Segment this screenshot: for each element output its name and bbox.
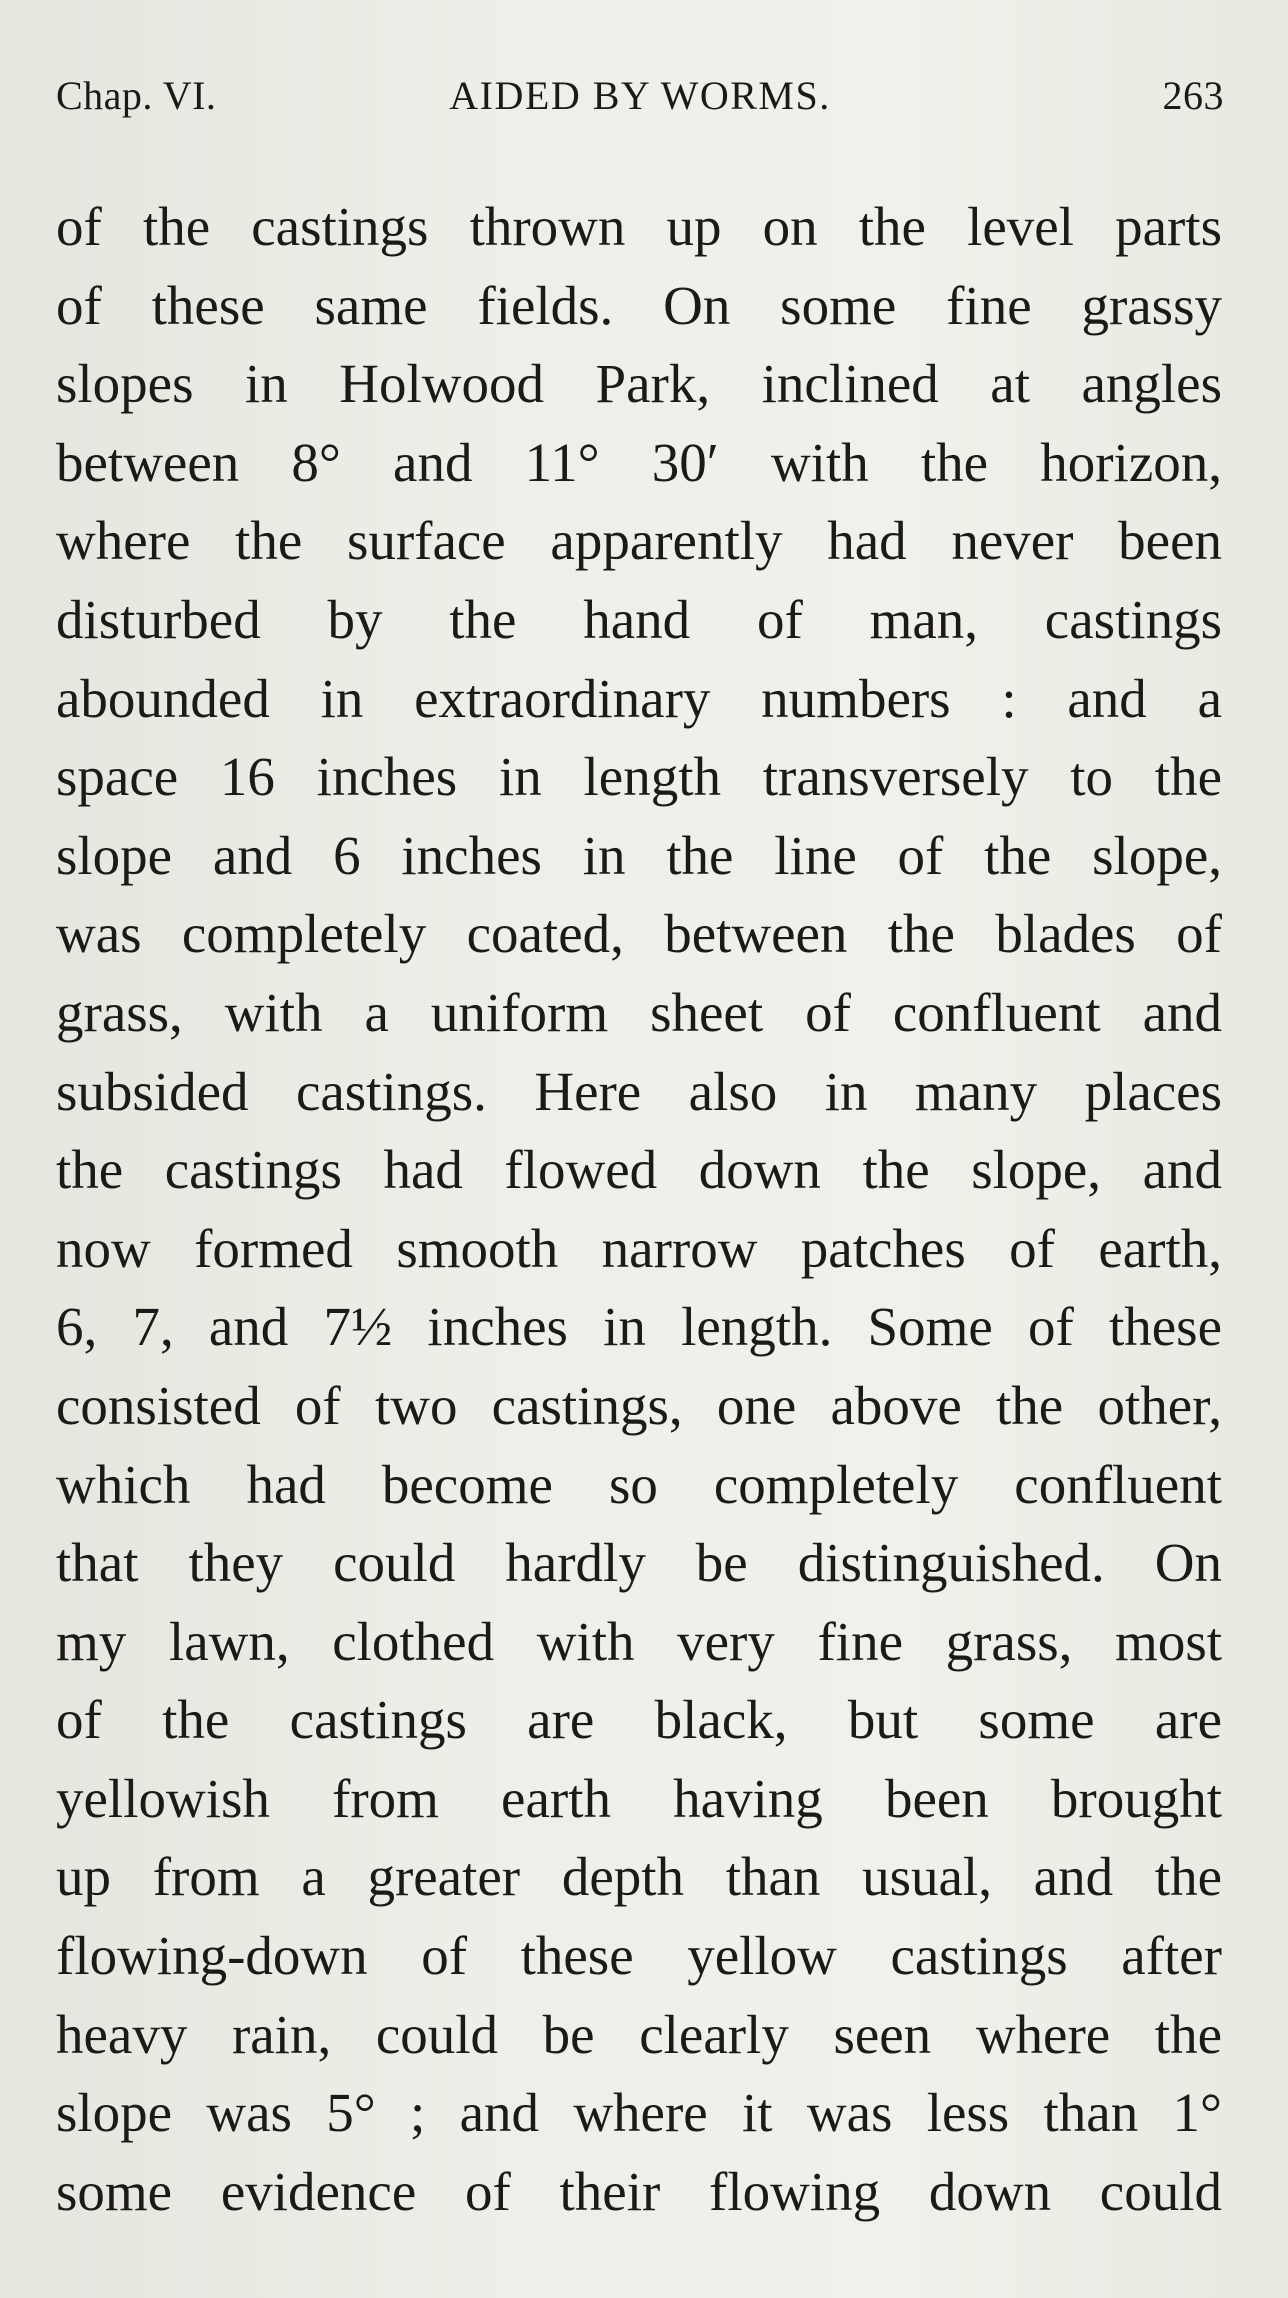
text-line: grass, with a uniform sheet of confluent and	[56, 981, 1222, 1043]
text-line: disturbed by the hand of man, castings	[56, 588, 1222, 650]
text-line: slope was 5° ; and where it was less than 1°	[56, 2082, 1222, 2144]
text-line: where the surface apparently had never been	[56, 510, 1222, 572]
text-line: consisted of two castings, one above the other,	[56, 1374, 1222, 1436]
text-line: of these same fields. On some fine grassy	[56, 274, 1222, 336]
text-line: yellowish from earth having been brought	[56, 1767, 1222, 1829]
body-text	[56, 188, 1222, 2231]
text-line: subsided castings. Here also in many places	[56, 1060, 1222, 1122]
text-line: which had become so completely confluent	[56, 1453, 1222, 1515]
text-line: now formed smooth narrow patches of earth,	[56, 1217, 1222, 1279]
text-line: that they could hardly be distinguished. On	[56, 1532, 1222, 1594]
text-line: abounded in extraordinary numbers : and a	[56, 667, 1222, 729]
text-line: slopes in Holwood Park, inclined at angles	[56, 353, 1222, 415]
chapter-label: Chap. VI.	[56, 73, 217, 118]
text-line: was completely coated, between the blades of	[56, 903, 1222, 965]
text-line: 6, 7, and 7½ inches in length. Some of these	[56, 1296, 1222, 1358]
running-head	[56, 72, 1224, 126]
text-line: up from a greater depth than usual, and the	[56, 1846, 1222, 1908]
text-line: some evidence of their flowing down could	[56, 2160, 1222, 2222]
text-line: flowing-down of these yellow castings after	[56, 1925, 1222, 1987]
page-number: 263	[1162, 73, 1224, 118]
text-line: of the castings thrown up on the level parts	[56, 196, 1222, 257]
text-line: between 8° and 11° 30′ with the horizon,	[56, 431, 1222, 493]
running-title: AIDED BY WORMS.	[449, 73, 831, 118]
text-line: my lawn, clothed with very fine grass, most	[56, 1610, 1222, 1672]
text-line: space 16 inches in length transversely to the	[56, 746, 1222, 808]
text-line: of the castings are black, but some are	[56, 1689, 1222, 1751]
text-line: the castings had flowed down the slope, and	[56, 1139, 1222, 1201]
text-line: slope and 6 inches in the line of the slope,	[56, 824, 1222, 886]
text-line: heavy rain, could be clearly seen where the	[56, 2003, 1222, 2065]
